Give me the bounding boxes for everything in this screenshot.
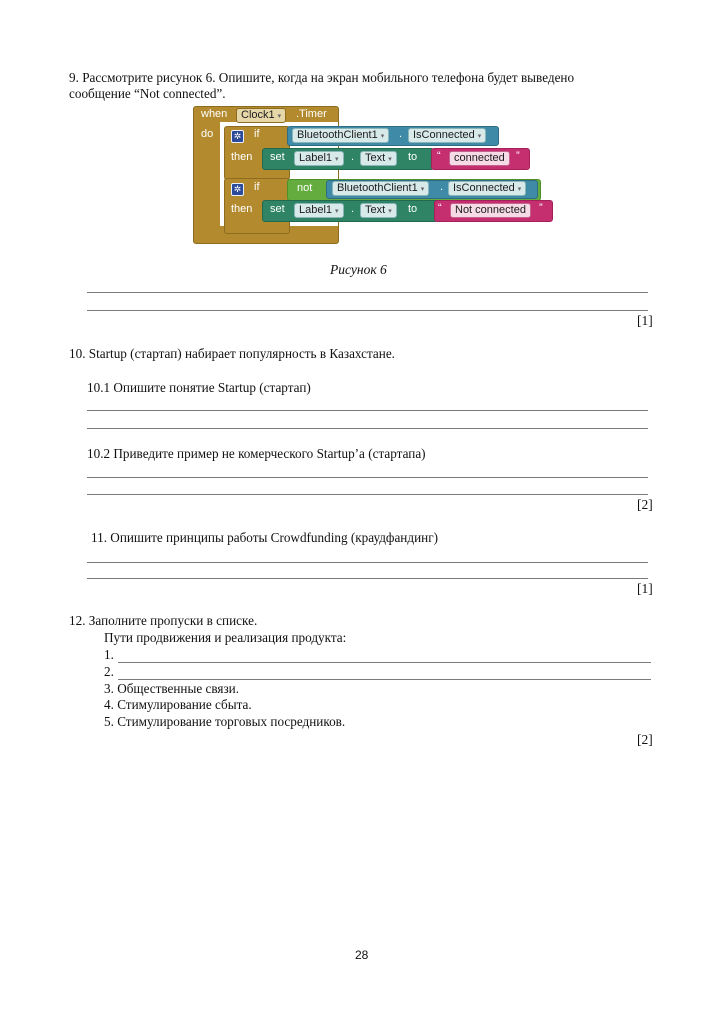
- if-keyword: if: [254, 181, 260, 193]
- q10-title: 10. Startup (стартап) набирает популярность в Казахстане.: [69, 346, 395, 361]
- dot: .: [351, 203, 355, 215]
- q12-subtitle: Пути продвижения и реализация продукта:: [104, 630, 347, 645]
- figure-caption: Рисунок 6: [330, 262, 387, 277]
- list-item: 5. Стимулирование торговых посредников.: [104, 714, 346, 729]
- isconnected-chip: IsConnected ▾: [408, 128, 486, 143]
- do-keyword: do: [201, 128, 214, 140]
- score-q11: [1]: [637, 581, 653, 596]
- q9-text-line1: 9. Рассмотрите рисунок 6. Опишите, когда на экран мобильного телефона будет выведено: [69, 70, 575, 85]
- text-prop-chip: Text ▾: [360, 151, 397, 166]
- score-q9: [1]: [637, 313, 653, 328]
- answer-line: [87, 428, 648, 429]
- if-keyword: if: [254, 128, 260, 140]
- score-q12: [2]: [637, 732, 653, 747]
- then-keyword: then: [231, 203, 253, 215]
- score-q10: [2]: [637, 497, 653, 512]
- fill-in-line: [118, 679, 651, 680]
- quote-close: ”: [516, 150, 520, 162]
- answer-line: [87, 562, 648, 563]
- answer-line: [87, 410, 648, 411]
- answer-line: [87, 292, 648, 293]
- dot: .: [351, 151, 355, 163]
- bt-client-chip: BluetoothClient1 ▾: [292, 128, 389, 143]
- set-keyword: set: [270, 151, 285, 163]
- quote-open: “: [437, 150, 441, 162]
- list-item: 1.: [104, 647, 114, 662]
- clock-chip: Clock1 ▾: [236, 108, 286, 123]
- timer-label: .Timer: [296, 108, 327, 120]
- label-chip: Label1 ▾: [294, 203, 344, 218]
- gear-icon: ✲: [231, 183, 244, 196]
- not-keyword: not: [297, 182, 313, 194]
- isconnected-chip: IsConnected ▾: [448, 181, 526, 196]
- text-prop-chip: Text ▾: [360, 203, 397, 218]
- q9-text-line2: сообщение “Not connected”.: [69, 86, 226, 101]
- fill-in-line: [118, 662, 651, 663]
- answer-line: [87, 477, 648, 478]
- connected-string-chip: connected: [449, 151, 510, 166]
- to-keyword: to: [408, 203, 418, 215]
- page-number: 28: [355, 948, 369, 962]
- label-chip: Label1 ▾: [294, 151, 344, 166]
- quote-open: “: [438, 202, 442, 214]
- answer-line: [87, 578, 648, 579]
- q10-1-text: 10.1 Опишите понятие Startup (стартап): [87, 380, 311, 395]
- answer-line: [87, 494, 648, 495]
- not-connected-string-chip: Not connected: [450, 203, 531, 218]
- q11-title: 11. Опишите принципы работы Crowdfunding (краудфандинг): [91, 530, 438, 545]
- quote-close: ”: [539, 202, 543, 214]
- when-keyword: when: [201, 108, 228, 120]
- list-item: 4. Стимулирование сбыта.: [104, 697, 252, 712]
- q10-2-text: 10.2 Приведите пример не комерческого Startup’а (стартапа): [87, 446, 426, 461]
- q12-title: 12. Заполните пропуски в списке.: [69, 613, 258, 628]
- list-item: 3. Общественные связи.: [104, 681, 240, 696]
- list-item: 2.: [104, 664, 114, 679]
- to-keyword: to: [408, 151, 418, 163]
- bt-client-chip: BluetoothClient1 ▾: [332, 181, 429, 196]
- then-keyword: then: [231, 151, 253, 163]
- dot: .: [399, 128, 403, 140]
- set-keyword: set: [270, 203, 285, 215]
- dot: .: [440, 181, 444, 193]
- gear-icon: ✲: [231, 130, 244, 143]
- answer-line: [87, 310, 648, 311]
